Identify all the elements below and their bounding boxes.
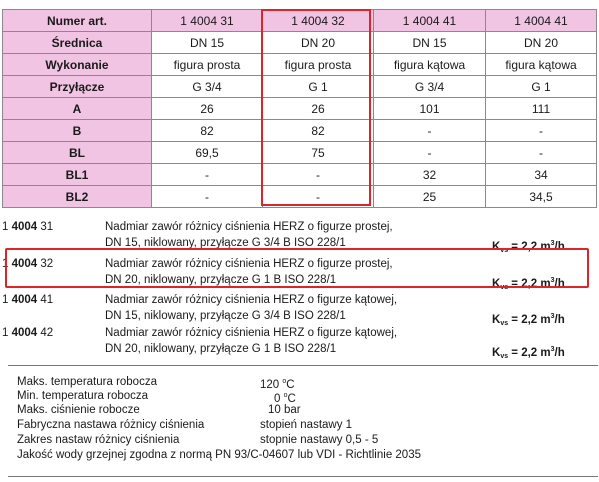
product-code — [2, 325, 53, 341]
table-cell: G 3/4 — [374, 76, 486, 98]
table-cell: figura kątowa — [486, 54, 597, 76]
table-cell: 1 4004 32 — [263, 10, 374, 32]
param-row — [17, 433, 379, 447]
table-cell: 26 — [152, 98, 263, 120]
table-cell: 34,5 — [486, 186, 597, 208]
kvs-symbol: K — [492, 278, 501, 290]
table-row — [3, 10, 597, 32]
description-line: DN 15, niklowany, przyłącze G 3/4 B ISO 228/1 — [105, 310, 346, 322]
table-cell: 1 4004 41 — [486, 10, 597, 32]
table-cell: DN 15 — [152, 32, 263, 54]
table-cell: 32 — [374, 164, 486, 186]
param-row — [17, 418, 353, 432]
param-row — [17, 389, 296, 405]
kvs-superscript: 3 — [550, 313, 555, 320]
table-cell: 111 — [486, 98, 597, 120]
table-cell: DN 15 — [374, 32, 486, 54]
kvs-subscript: vs — [500, 353, 509, 360]
param-number: 0 — [274, 393, 284, 405]
product-description — [105, 219, 393, 251]
description-line: DN 15, niklowany, przyłącze G 3/4 B ISO 228/1 — [105, 237, 346, 249]
param-unit: C — [287, 393, 296, 405]
row-label: A — [3, 98, 152, 120]
kvs-symbol: K — [492, 314, 501, 326]
param-number: stopień nastawy 1 — [260, 419, 353, 431]
kvs-symbol: K — [492, 241, 501, 253]
code-suffix: 41 — [37, 294, 54, 306]
code-bold: 4004 — [11, 221, 38, 233]
spec-table — [2, 9, 597, 208]
table-cell: - — [486, 120, 597, 142]
code-prefix: 1 — [2, 294, 12, 306]
kvs-unit: /h — [554, 314, 565, 326]
table-cell: - — [152, 186, 263, 208]
param-number: stopnie nastawy 0,5 - 5 — [260, 434, 379, 446]
table-cell: 101 — [374, 98, 486, 120]
code-bold: 4004 — [11, 294, 38, 306]
table-cell: figura kątowa — [374, 54, 486, 76]
product-code — [2, 292, 53, 308]
table-cell: 1 4004 31 — [152, 10, 263, 32]
kvs-value — [492, 273, 565, 296]
description-line: Nadmiar zawór różnicy ciśnienia HERZ o figurze prostej, — [105, 221, 393, 233]
param-value — [260, 418, 352, 432]
degree-superscript: o — [282, 378, 287, 385]
row-label: BL1 — [3, 164, 152, 186]
param-number: 120 — [260, 379, 283, 391]
table-cell: - — [486, 142, 597, 164]
kvs-unit: /h — [554, 347, 565, 359]
code-prefix: 1 — [2, 221, 12, 233]
table-cell: figura prosta — [152, 54, 263, 76]
table-cell: 82 — [263, 120, 374, 142]
description-line: DN 20, niklowany, przyłącze G 1 B ISO 228/1 — [105, 343, 337, 355]
row-label: Numer art. — [3, 10, 152, 32]
kvs-number: = 2,2 m — [508, 278, 551, 290]
table-row — [3, 98, 597, 120]
divider-line — [8, 476, 598, 477]
kvs-number: = 2,2 m — [508, 347, 551, 359]
row-label: Średnica — [3, 32, 152, 54]
code-suffix: 42 — [37, 327, 54, 339]
kvs-number: = 2,2 m — [508, 314, 551, 326]
table-cell: figura prosta — [263, 54, 374, 76]
code-suffix: 31 — [37, 221, 54, 233]
product-code — [2, 256, 53, 272]
code-bold: 4004 — [11, 327, 38, 339]
table-cell: 34 — [486, 164, 597, 186]
param-value — [260, 433, 378, 447]
description-line: Nadmiar zawór różnicy ciśnienia HERZ o figurze prostej, — [105, 258, 393, 270]
kvs-subscript: vs — [500, 320, 509, 327]
row-label: Wykonanie — [3, 54, 152, 76]
table-cell: DN 20 — [486, 32, 597, 54]
description-line: Nadmiar zawór różnicy ciśnienia HERZ o figurze kątowej, — [105, 327, 398, 339]
divider-line — [8, 365, 598, 366]
kvs-superscript: 3 — [550, 277, 555, 284]
kvs-subscript: vs — [500, 247, 509, 254]
product-description — [105, 256, 393, 288]
table-cell: 1 4004 41 — [374, 10, 486, 32]
table-cell: - — [152, 164, 263, 186]
kvs-value — [492, 342, 565, 365]
table-cell: G 3/4 — [152, 76, 263, 98]
table-row — [3, 142, 597, 164]
table-row — [3, 164, 597, 186]
param-row — [17, 375, 295, 391]
kvs-subscript: vs — [500, 284, 509, 291]
product-description — [105, 325, 397, 357]
row-label: Przyłącze — [3, 76, 152, 98]
degree-superscript: o — [283, 392, 288, 399]
table-cell: G 1 — [263, 76, 374, 98]
param-label: Zakres nastaw różnicy ciśnienia — [17, 434, 180, 446]
table-cell: 82 — [152, 120, 263, 142]
param-label: Maks. temperatura robocza — [17, 376, 157, 388]
table-cell: 75 — [263, 142, 374, 164]
row-label: BL — [3, 142, 152, 164]
table-row — [3, 32, 597, 54]
table-cell: 25 — [374, 186, 486, 208]
kvs-unit: /h — [554, 278, 565, 290]
row-label: B — [3, 120, 152, 142]
table-cell: 26 — [263, 98, 374, 120]
code-bold: 4004 — [11, 258, 38, 270]
kvs-superscript: 3 — [550, 240, 555, 247]
kvs-value — [492, 236, 565, 259]
product-code — [2, 219, 53, 235]
param-value — [268, 403, 301, 417]
table-cell: - — [263, 186, 374, 208]
code-prefix: 1 — [2, 258, 12, 270]
param-label: Maks. ciśnienie robocze — [17, 404, 140, 416]
table-row — [3, 186, 597, 208]
table-cell: - — [263, 164, 374, 186]
table-cell: - — [374, 142, 486, 164]
description-line: Nadmiar zawór różnicy ciśnienia HERZ o figurze kątowej, — [105, 294, 398, 306]
table-cell: 69,5 — [152, 142, 263, 164]
kvs-superscript: 3 — [550, 346, 555, 353]
code-prefix: 1 — [2, 327, 12, 339]
table-row — [3, 54, 597, 76]
table-cell: DN 20 — [263, 32, 374, 54]
param-label: Min. temperatura robocza — [17, 390, 149, 402]
kvs-symbol: K — [492, 347, 501, 359]
code-suffix: 32 — [37, 258, 54, 270]
water-quality-note: Jakość wody grzejnej zgodna z normą PN 93/C-04607 lub VDI - Richtlinie 2035 — [17, 449, 421, 461]
kvs-value — [492, 309, 565, 332]
kvs-unit: /h — [554, 241, 565, 253]
description-line: DN 20, niklowany, przyłącze G 1 B ISO 228/1 — [105, 274, 337, 286]
product-description — [105, 292, 397, 324]
param-label: Fabryczna nastawa różnicy ciśnienia — [17, 419, 205, 431]
param-number: 10 bar — [268, 404, 301, 416]
kvs-number: = 2,2 m — [508, 241, 551, 253]
row-label: BL2 — [3, 186, 152, 208]
table-cell: G 1 — [486, 76, 597, 98]
param-row — [17, 403, 301, 417]
table-row — [3, 120, 597, 142]
param-unit: C — [286, 379, 295, 391]
table-cell: - — [374, 120, 486, 142]
table-row — [3, 76, 597, 98]
